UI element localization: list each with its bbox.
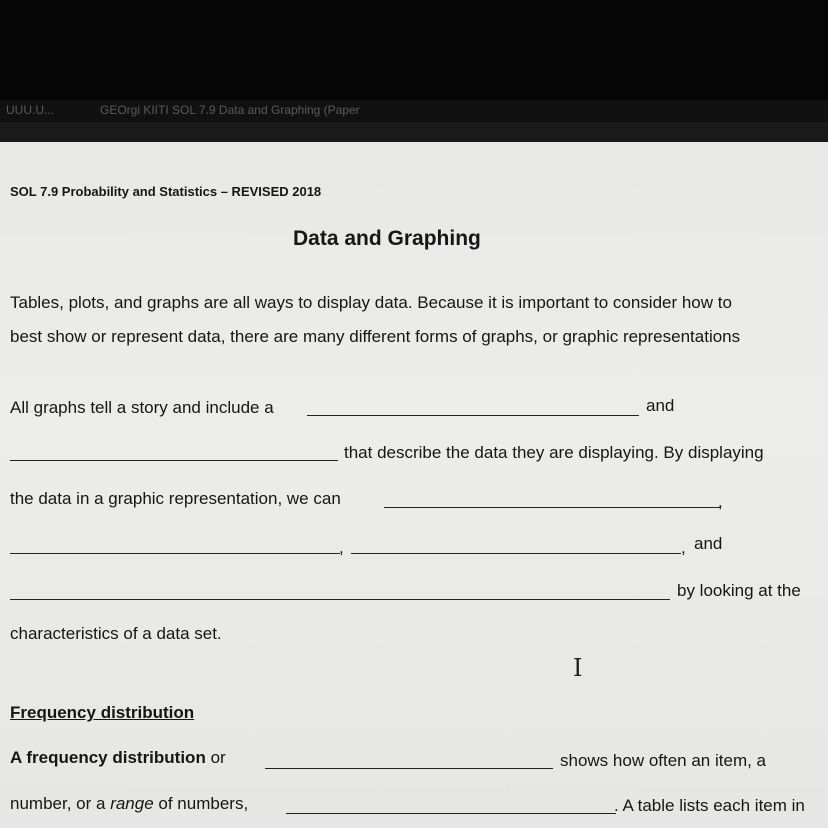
monitor-bezel xyxy=(0,0,828,110)
text-cursor-icon: I xyxy=(573,654,583,682)
paragraph-text: by looking at the xyxy=(677,581,801,600)
paragraph-text: . A table lists each item in xyxy=(614,796,805,815)
browser-tab-strip xyxy=(0,100,828,122)
paragraph-text: number, or a range of numbers, xyxy=(10,794,249,813)
section-heading: Frequency distribution xyxy=(10,703,195,722)
document-title: Data and Graphing xyxy=(293,227,481,250)
paragraph-text: and xyxy=(694,534,723,553)
fill-in-blank xyxy=(384,507,720,508)
intro-line-1: Tables, plots, and graphs are all ways to display data. Because it is important to consider how to xyxy=(10,293,732,312)
document-header: SOL 7.9 Probability and Statistics – REVISED 2018 xyxy=(10,184,322,199)
punctuation-comma: , xyxy=(339,538,344,557)
paragraph-text: shows how often an item, a xyxy=(560,751,767,770)
paragraph-text: characteristics of a data set. xyxy=(10,624,222,643)
intro-line-2: best show or represent data, there are many different forms of graphs, or graphic representations xyxy=(10,327,741,346)
paragraph-text: that describe the data they are displaying. By displaying xyxy=(344,443,764,462)
fill-in-blank xyxy=(10,599,670,600)
paragraph-text: the data in a graphic representation, we can xyxy=(10,489,341,508)
document-page xyxy=(0,142,828,828)
browser-toolbar xyxy=(0,122,828,144)
fill-in-blank xyxy=(307,415,639,416)
fill-in-blank xyxy=(286,813,616,814)
paragraph-text: A frequency distribution or xyxy=(10,748,226,767)
fill-in-blank xyxy=(265,768,553,769)
punctuation-comma: , xyxy=(718,492,723,511)
paragraph-text: All graphs tell a story and include a xyxy=(10,398,274,417)
fill-in-blank xyxy=(10,460,338,461)
punctuation-comma: , xyxy=(681,538,686,557)
paragraph-text: and xyxy=(646,396,675,415)
browser-tab-left[interactable]: UUU.U... xyxy=(6,103,54,117)
fill-in-blank xyxy=(351,553,681,554)
fill-in-blank xyxy=(10,553,340,554)
browser-tab-active[interactable]: GEOrgi KIITI SOL 7.9 Data and Graphing (Paper xyxy=(100,103,360,117)
